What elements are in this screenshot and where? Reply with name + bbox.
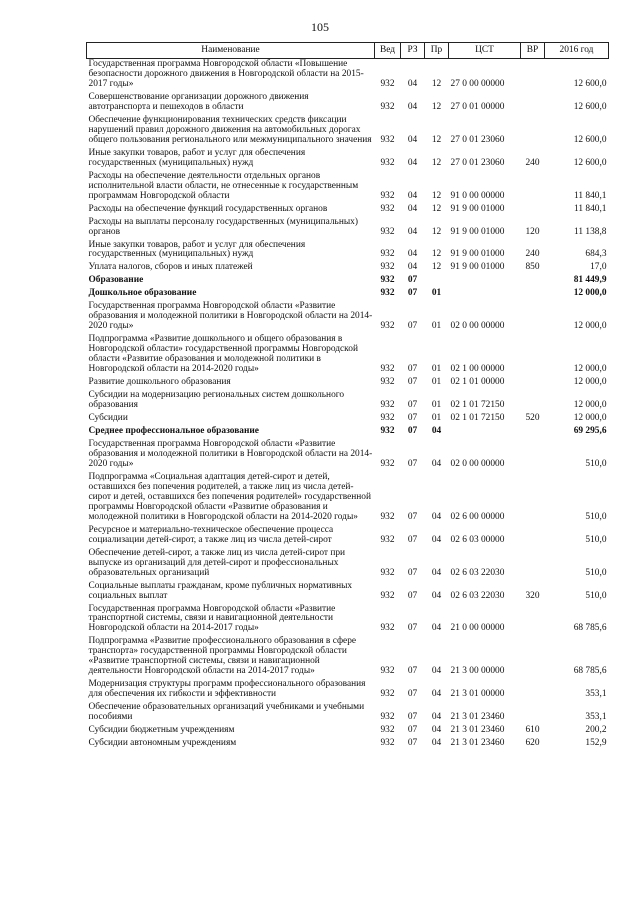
table-header-row [87,43,609,59]
row-rz-cell: 04 [407,134,418,145]
row-amount-cell: 510,0 [585,534,607,545]
row-rz-cell: 07 [407,275,418,286]
row-pr-cell: 04 [431,590,442,601]
row-pr-cell: 12 [431,190,442,201]
table-row [87,702,609,725]
row-rz-cell: 07 [407,458,418,469]
row-cst-cell: 02 1 00 00000 [450,364,505,375]
table-row [87,275,609,288]
row-name-cell: Обеспечение функционирования технических средств фиксации нарушений правил дорожного движения на автомобильных дорогах общего пользования регионального или межмуниципального значения [88,114,372,145]
table-row [87,148,609,171]
table-row [87,548,609,581]
row-pr-cell: 12 [431,226,442,237]
row-amount-cell: 12 000,0 [573,377,607,388]
row-vr-cell: 240 [525,249,540,260]
row-vr-cell [521,301,545,334]
row-pr-cell: 01 [431,364,442,375]
row-amount-cell: 17,0 [590,262,607,273]
row-cst-cell: 91 0 00 00000 [450,190,505,201]
row-ved-cell: 932 [380,712,395,723]
row-rz-cell: 04 [407,262,418,273]
row-vr-cell [521,377,545,390]
row-pr-cell: 04 [431,458,442,469]
row-rz-cell: 07 [407,712,418,723]
row-cst-cell: 21 3 01 00000 [450,689,505,700]
row-name-cell: Расходы на выплаты персоналу государственных (муниципальных) органов [88,216,358,237]
row-pr-cell: 01 [431,377,442,388]
row-name-cell: Социальные выплаты гражданам, кроме публичных нормативных социальных выплат [88,580,353,601]
row-ved-cell: 932 [380,534,395,545]
row-pr-cell: 04 [431,426,442,436]
row-vr-cell [521,115,545,148]
row-cst-cell: 91 9 00 01000 [450,203,505,214]
row-ved-cell: 932 [380,275,395,286]
row-ved-cell: 932 [380,101,395,112]
row-amount-cell: 510,0 [585,567,607,578]
row-pr-cell [425,275,449,288]
row-cst-cell: 91 9 00 01000 [450,226,505,237]
row-cst-cell: 02 1 01 72150 [450,400,505,411]
row-ved-cell: 932 [380,725,395,736]
row-name-cell: Иные закупки товаров, работ и услуг для обеспечения государственных (муниципальных) нужд [88,239,306,260]
row-name-cell: Обеспечение образовательных организаций учебниками и учебными пособиями [88,702,365,723]
row-rz-cell: 07 [407,666,418,677]
row-vr-cell [521,204,545,217]
row-name-cell: Обеспечение детей-сирот, а также лиц из числа детей-сирот при выпуске из организаций для детей-сирот и профессиональных образовательных организаций [88,547,346,578]
row-amount-cell: 510,0 [585,590,607,601]
row-cst-cell: 02 6 00 00000 [450,511,505,522]
row-amount-cell: 12 000,0 [573,364,607,375]
row-amount-cell: 12 000,0 [573,400,607,411]
row-pr-cell: 04 [431,738,442,749]
row-rz-cell: 07 [407,511,418,522]
table-row [87,115,609,148]
row-ved-cell: 932 [380,623,395,634]
table-row [87,525,609,548]
row-ved-cell: 932 [380,321,395,332]
row-rz-cell: 04 [407,78,418,89]
row-pr-cell: 12 [431,157,442,168]
row-vr-cell [521,334,545,377]
table-row [87,725,609,738]
row-pr-cell: 01 [431,400,442,411]
column-header-name: Наименование [87,43,375,59]
row-pr-cell: 12 [431,101,442,112]
row-cst-cell: 27 0 01 00000 [450,101,505,112]
row-amount-cell: 12 600,0 [573,157,607,168]
table-row [87,604,609,637]
row-rz-cell: 04 [407,226,418,237]
row-vr-cell [521,679,545,702]
column-header-rz: РЗ [401,43,425,59]
row-cst-cell: 02 6 03 00000 [450,534,505,545]
row-ved-cell: 932 [380,413,395,424]
row-name-cell: Уплата налогов, сборов и иных платежей [88,262,253,273]
row-cst-cell: 27 0 01 23060 [450,134,505,145]
row-cst-cell: 21 0 00 00000 [450,623,505,634]
row-cst-cell: 21 3 01 23460 [450,725,505,736]
row-amount-cell: 152,9 [585,738,607,749]
row-cst-cell: 02 6 03 22030 [450,590,505,601]
row-cst-cell [449,275,521,288]
column-header-pr: Пр [425,43,449,59]
row-vr-cell [521,702,545,725]
row-rz-cell: 04 [407,190,418,201]
row-ved-cell: 932 [380,689,395,700]
row-rz-cell: 07 [407,426,418,436]
row-vr-cell [521,426,545,439]
row-ved-cell: 932 [380,226,395,237]
row-rz-cell: 04 [407,249,418,260]
row-rz-cell: 07 [407,321,418,332]
row-cst-cell: 02 1 01 00000 [450,377,505,388]
table-row [87,413,609,426]
row-ved-cell: 932 [380,134,395,145]
row-vr-cell: 320 [525,590,540,601]
row-name-cell: Подпрограмма «Социальная адаптация детей-сирот и детей, оставшихся без попечения родителей, а также лиц из числа детей-сирот и детей, оставшихся без попечения родителей» государственной программы Новгородской области «Развитие образования и молодежной политики в Новгородской области на 2014-2020 годы» [88,471,372,522]
row-rz-cell: 07 [407,534,418,545]
row-amount-cell: 11 138,8 [574,226,607,237]
table-row [87,426,609,439]
column-header-ved: Вед [375,43,401,59]
row-rz-cell: 07 [407,288,418,299]
row-pr-cell: 01 [431,321,442,332]
row-name-cell: Развитие дошкольного образования [88,377,231,388]
row-name-cell: Субсидии на модернизацию региональных систем дошкольного образования [88,390,345,411]
row-ved-cell: 932 [380,262,395,273]
row-rz-cell: 07 [407,590,418,601]
row-rz-cell: 07 [407,364,418,375]
row-vr-cell: 120 [525,226,540,237]
budget-table [86,42,609,751]
row-name-cell: Среднее профессиональное образование [88,426,259,436]
row-cst-cell [449,426,521,439]
row-ved-cell: 932 [380,400,395,411]
table-row [87,240,609,263]
row-name-cell: Расходы на обеспечение функций государственных органов [88,203,328,214]
row-cst-cell: 27 0 00 00000 [450,78,505,89]
row-vr-cell: 850 [525,262,540,273]
column-header-amount: 2016 год [545,43,609,59]
table-row [87,301,609,334]
row-pr-cell: 04 [431,689,442,700]
row-pr-cell: 04 [431,623,442,634]
row-rz-cell: 07 [407,377,418,388]
row-name-cell: Расходы на обеспечение деятельности отдельных органов исполнительной власти области, не отнесенные к государственным программам Новгородской области [88,170,359,201]
row-vr-cell [521,525,545,548]
row-amount-cell: 68 785,6 [573,623,607,634]
row-cst-cell: 21 3 01 23460 [450,738,505,749]
row-name-cell: Субсидии [88,413,128,424]
table-row [87,334,609,377]
row-vr-cell [521,604,545,637]
row-ved-cell: 932 [380,511,395,522]
row-vr-cell [521,548,545,581]
row-amount-cell: 12 000,0 [573,413,607,424]
column-header-cst: ЦСТ [449,43,521,59]
row-ved-cell: 932 [380,567,395,578]
table-row [87,636,609,679]
row-rz-cell: 07 [407,413,418,424]
row-cst-cell: 91 9 00 01000 [450,262,505,273]
table-row [87,679,609,702]
row-amount-cell: 81 449,9 [573,275,607,286]
row-name-cell: Дошкольное образование [88,288,197,299]
row-amount-cell: 353,1 [585,712,607,723]
row-vr-cell [521,390,545,413]
row-vr-cell: 610 [525,725,540,736]
table-body [87,59,609,752]
row-rz-cell: 07 [407,567,418,578]
page-number: 105 [311,20,329,34]
table-row [87,217,609,240]
row-pr-cell: 01 [431,413,442,424]
row-pr-cell: 04 [431,534,442,545]
row-amount-cell: 12 600,0 [573,78,607,89]
row-amount-cell: 684,3 [585,249,607,260]
row-cst-cell: 91 9 00 01000 [450,249,505,260]
row-pr-cell: 04 [431,725,442,736]
table-row [87,171,609,204]
row-ved-cell: 932 [380,377,395,388]
row-amount-cell: 11 840,1 [574,190,607,201]
row-ved-cell: 932 [380,249,395,260]
table-row [87,204,609,217]
row-vr-cell [521,59,545,92]
row-name-cell: Государственная программа Новгородской области «Развитие транспортной системы, связи и навигационной деятельности Новгородской области на 2014-2017 годы» [88,603,336,634]
row-name-cell: Модернизация структуры программ профессионального образования для обеспечения их гибкости и эффективности [88,679,366,700]
table-row [87,262,609,275]
table-row [87,439,609,472]
table-row [87,738,609,751]
row-pr-cell: 12 [431,134,442,145]
row-pr-cell: 12 [431,78,442,89]
row-cst-cell: 02 1 01 72150 [450,413,505,424]
row-vr-cell [521,171,545,204]
row-cst-cell: 21 3 00 00000 [450,666,505,677]
row-name-cell: Совершенствование организации дорожного движения автотранспорта и пешеходов в области [88,91,309,112]
row-amount-cell: 353,1 [585,689,607,700]
row-name-cell: Государственная программа Новгородской области «Развитие образования и молодежной политики в Новгородской области на 2014-2020 годы» [88,438,373,469]
table-row [87,59,609,92]
row-pr-cell: 04 [431,511,442,522]
row-amount-cell: 12 000,0 [573,288,607,299]
row-cst-cell: 02 0 00 00000 [450,458,505,469]
row-ved-cell: 932 [380,157,395,168]
row-rz-cell: 07 [407,623,418,634]
row-vr-cell [521,92,545,115]
row-ved-cell: 932 [380,666,395,677]
row-name-cell: Образование [88,275,144,286]
row-vr-cell [521,275,545,288]
table-row [87,377,609,390]
row-ved-cell: 932 [380,78,395,89]
row-rz-cell: 07 [407,738,418,749]
row-name-cell: Иные закупки товаров, работ и услуг для обеспечения государственных (муниципальных) нужд [88,147,306,168]
row-vr-cell: 520 [525,413,540,424]
row-ved-cell: 932 [380,426,395,436]
row-amount-cell: 12 600,0 [573,101,607,112]
row-vr-cell [521,472,545,525]
row-rz-cell: 04 [407,203,418,214]
row-amount-cell: 200,2 [585,725,607,736]
row-rz-cell: 07 [407,400,418,411]
row-name-cell: Государственная программа Новгородской области «Развитие образования и молодежной политики в Новгородской области на 2014-2020 годы» [88,301,373,332]
row-ved-cell: 932 [380,190,395,201]
row-name-cell: Субсидии бюджетным учреждениям [88,725,235,736]
row-name-cell: Субсидии автономным учреждениям [88,738,237,749]
row-vr-cell [521,288,545,301]
row-name-cell: Подпрограмма «Развитие профессионального образования в сфере транспорта» государственной программы Новгородской области «Развитие транспортной системы, связи и навигационной деятельности Новгородской области на 2014-2017 годы» [88,636,357,677]
row-amount-cell: 510,0 [585,458,607,469]
row-cst-cell [449,288,521,301]
row-amount-cell: 11 840,1 [574,203,607,214]
row-pr-cell: 04 [431,712,442,723]
row-cst-cell: 02 6 03 22030 [450,567,505,578]
row-rz-cell: 07 [407,689,418,700]
row-vr-cell [521,439,545,472]
row-ved-cell: 932 [380,364,395,375]
row-vr-cell: 620 [525,738,540,749]
row-ved-cell: 932 [380,458,395,469]
row-pr-cell: 04 [431,567,442,578]
row-amount-cell: 12 000,0 [573,321,607,332]
row-pr-cell: 01 [431,288,442,299]
row-ved-cell: 932 [380,203,395,214]
row-ved-cell: 932 [380,590,395,601]
table-row [87,390,609,413]
row-rz-cell: 04 [407,101,418,112]
row-pr-cell: 12 [431,203,442,214]
row-cst-cell: 02 0 00 00000 [450,321,505,332]
row-pr-cell: 12 [431,262,442,273]
row-rz-cell: 07 [407,725,418,736]
row-vr-cell [521,636,545,679]
table-row [87,581,609,604]
table-row [87,92,609,115]
row-ved-cell: 932 [380,288,395,299]
row-pr-cell: 12 [431,249,442,260]
table-row [87,472,609,525]
row-name-cell: Ресурсное и материально-техническое обеспечение процесса социализации детей-сирот, а также лиц из числа детей-сирот [88,524,334,545]
row-name-cell: Подпрограмма «Развитие дошкольного и общего образования в Новгородской области» государственной программы Новгородской области «Развитие образования и молодежной политики в Новгородской области на 2014-2020 годы» [88,334,358,375]
table-row [87,288,609,301]
row-amount-cell: 68 785,6 [573,666,607,677]
row-amount-cell: 510,0 [585,511,607,522]
row-amount-cell: 69 295,6 [573,426,607,436]
row-cst-cell: 21 3 01 23460 [450,712,505,723]
column-header-vr: ВР [521,43,545,59]
row-pr-cell: 04 [431,666,442,677]
row-name-cell: Государственная программа Новгородской области «Повышение безопасности дорожного движения в Новгородской области на 2015-2017 годы» [88,59,364,89]
row-rz-cell: 04 [407,157,418,168]
row-vr-cell: 240 [525,157,540,168]
row-ved-cell: 932 [380,738,395,749]
row-amount-cell: 12 600,0 [573,134,607,145]
row-cst-cell: 27 0 01 23060 [450,157,505,168]
